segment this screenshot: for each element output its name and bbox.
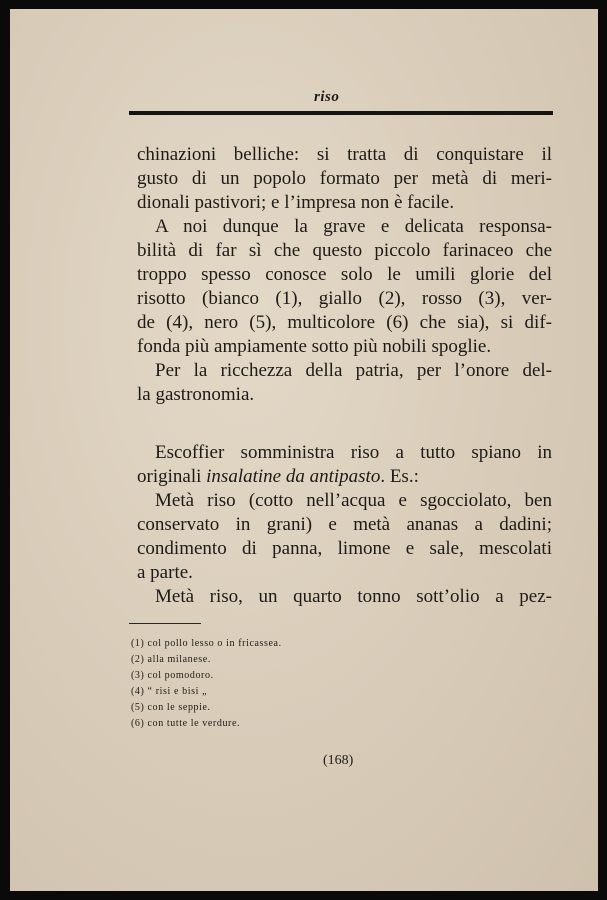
text-line: A noi dunque la grave e delicata responsa- <box>155 216 552 237</box>
running-title: riso <box>314 89 340 105</box>
text-line: Metà riso (cotto nell’acqua e sgocciolato, ben <box>155 490 552 511</box>
book-page <box>10 9 598 891</box>
footnote: (4) “ risi e bisi „ <box>131 686 208 697</box>
text-line: Metà riso, un quarto tonno sott’olio a pez- <box>155 586 552 607</box>
footnote-rule <box>129 623 201 624</box>
italic-phrase: insalatine da antipasto <box>206 466 381 487</box>
text-line: a parte. <box>137 562 193 583</box>
footnote: (6) con tutte le verdure. <box>131 718 241 729</box>
text-line: condimento di panna, limone e sale, mescolati <box>137 538 552 559</box>
text-line: dionali pastivori; e l’impresa non è facile. <box>137 192 455 213</box>
footnote: (5) con le seppie. <box>131 702 211 713</box>
text-line: Per la ricchezza della patria, per l’onore del- <box>155 360 552 381</box>
text-line: chinazioni belliche: si tratta di conquistare il <box>137 144 552 165</box>
page-number: (168) <box>323 753 354 768</box>
text-line-mixed <box>137 465 552 489</box>
footnote: (2) alla milanese. <box>131 654 211 665</box>
text-line: Escoffier somministra riso a tutto spiano in <box>155 442 552 463</box>
text-run: originali <box>137 466 202 487</box>
text-line: fonda più ampiamente sotto più nobili spoglie. <box>137 336 492 357</box>
text-line: conservato in grani) e metà ananas a dadini; <box>137 514 552 535</box>
text-line: gusto di un popolo formato per metà di meri- <box>137 168 552 189</box>
text-line: bilità di far sì che questo piccolo farinaceo che <box>137 240 552 261</box>
header-rule <box>129 111 553 115</box>
text-line: risotto (bianco (1), giallo (2), rosso (3), ver- <box>137 288 552 309</box>
text-line: de (4), nero (5), multicolore (6) che sia), si dif- <box>137 312 552 333</box>
text-line: troppo spesso conosce solo le umili glorie del <box>137 264 552 285</box>
text-run: . Es.: <box>380 466 419 487</box>
text-line: la gastronomia. <box>137 384 255 405</box>
footnote: (1) col pollo lesso o in fricassea. <box>131 638 282 649</box>
footnote: (3) col pomodoro. <box>131 670 214 681</box>
